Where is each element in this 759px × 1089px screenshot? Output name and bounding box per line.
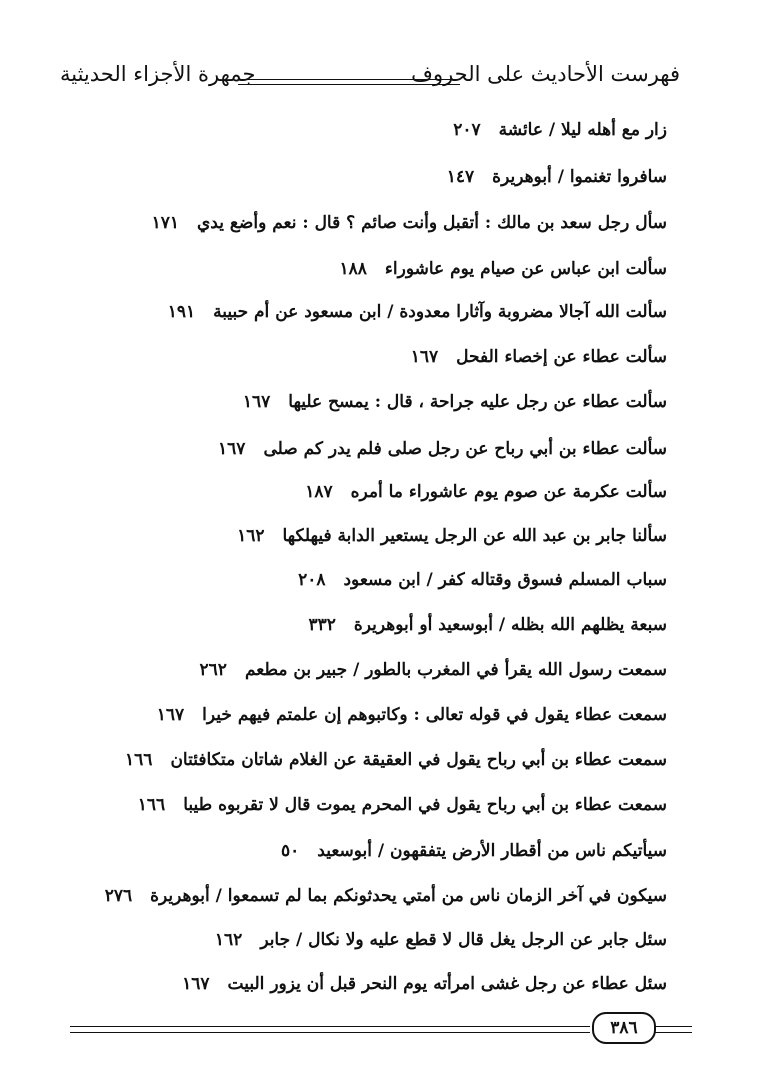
index-entry: سافروا تغنموا / أبوهريرة١٤٧ [446,167,667,187]
index-entry: سمعت عطاء بن أبي رباح يقول في العقيقة عن الغلام شاتان متكافئتان١٦٦ [125,750,667,770]
index-entry: سألت ابن عباس عن صيام يوم عاشوراء١٨٨ [339,259,667,279]
header-title-left: جمهرة الأجزاء الحديثية [60,62,256,86]
index-entry: سباب المسلم فسوق وقتاله كفر / ابن مسعود٢٠٨ [298,570,667,590]
footer-rule [70,1026,590,1033]
index-entry: سألنا جابر بن عبد الله عن الرجل يستعير الدابة فيهلكها١٦٢ [237,526,667,546]
page-ref: ١٨٨ [339,259,367,279]
page-ref: ١٤٧ [446,167,475,187]
index-entry: سألت عكرمة عن صوم يوم عاشوراء ما أمره١٨٧ [305,482,667,502]
index-entry: سألت الله آجالا مضروبة وآثارا معدودة / ابن مسعود عن أم حبيبة١٩١ [167,302,667,322]
header-divider [238,79,460,85]
page-ref: ١٦٦ [125,750,153,770]
page-ref: ٥٠ [281,841,300,861]
index-entry: سبعة يظلهم الله بظله / أبوسعيد أو أبوهريرة٣٣٢ [308,615,667,635]
page-ref: ١٦٧ [218,439,246,459]
page-number: ٣٨٦ [592,1012,656,1044]
index-entry: سأل رجل سعد بن مالك : أتقبل وأنت صائم ؟ قال : نعم وأضع يدي١٧١ [151,213,667,233]
page-ref: ١٦٢ [237,526,265,546]
index-entry: سمعت رسول الله يقرأ في المغرب بالطور / جبير بن مطعم٢٦٢ [199,660,667,680]
page-ref: ١٧١ [151,213,179,233]
page-ref: ٢٦٢ [199,660,227,680]
index-entry: سألت عطاء بن أبي رباح عن رجل صلى فلم يدر كم صلى١٦٧ [218,439,667,459]
index-entry: سئل عطاء عن رجل غشى امرأته يوم النحر قبل أن يزور البيت١٦٧ [182,974,667,994]
header-title-right: فهرست الأحاديث على الحروف [411,62,680,86]
footer-rule [652,1026,692,1033]
page-ref: ١٦٧ [242,392,271,412]
index-entry: سيأتيكم ناس من أقطار الأرض يتفقهون / أبوسعيد٥٠ [281,841,667,861]
page-ref: ١٦٧ [182,974,210,994]
page-ref: ١٦٧ [156,705,185,725]
index-entry: سمعت عطاء يقول في قوله تعالى : وكاتبوهم إن علمتم فيهم خيرا١٦٧ [156,705,667,725]
index-entry: سألت عطاء عن إخصاء الفحل١٦٧ [410,347,667,367]
page-ref: ١٦٦ [137,795,166,815]
page-ref: ٣٣٢ [308,615,336,635]
page-ref: ١٨٧ [305,482,333,502]
index-entry: سمعت عطاء بن أبي رباح يقول في المحرم يموت قال لا تقربوه طيبا١٦٦ [137,795,667,815]
index-entry: زار مع أهله ليلا / عائشة٢٠٧ [453,120,667,140]
page-ref: ١٦٢ [214,930,243,950]
index-entry: سئل جابر عن الرجل يغل قال لا قطع عليه ولا نكال / جابر١٦٢ [214,930,667,950]
page-ref: ٢٠٧ [453,120,481,140]
page-ref: ١٦٧ [410,347,439,367]
page-ref: ٢٠٨ [298,570,326,590]
index-entry: سألت عطاء عن رجل عليه جراحة ، قال : يمسح عليها١٦٧ [242,392,667,412]
page-header [60,62,680,96]
index-entry: سيكون في آخر الزمان ناس من أمتي يحدثونكم بما لم تسمعوا / أبوهريرة٢٧٦ [104,886,667,906]
page-ref: ٢٧٦ [104,886,133,906]
page-ref: ١٩١ [167,302,196,322]
